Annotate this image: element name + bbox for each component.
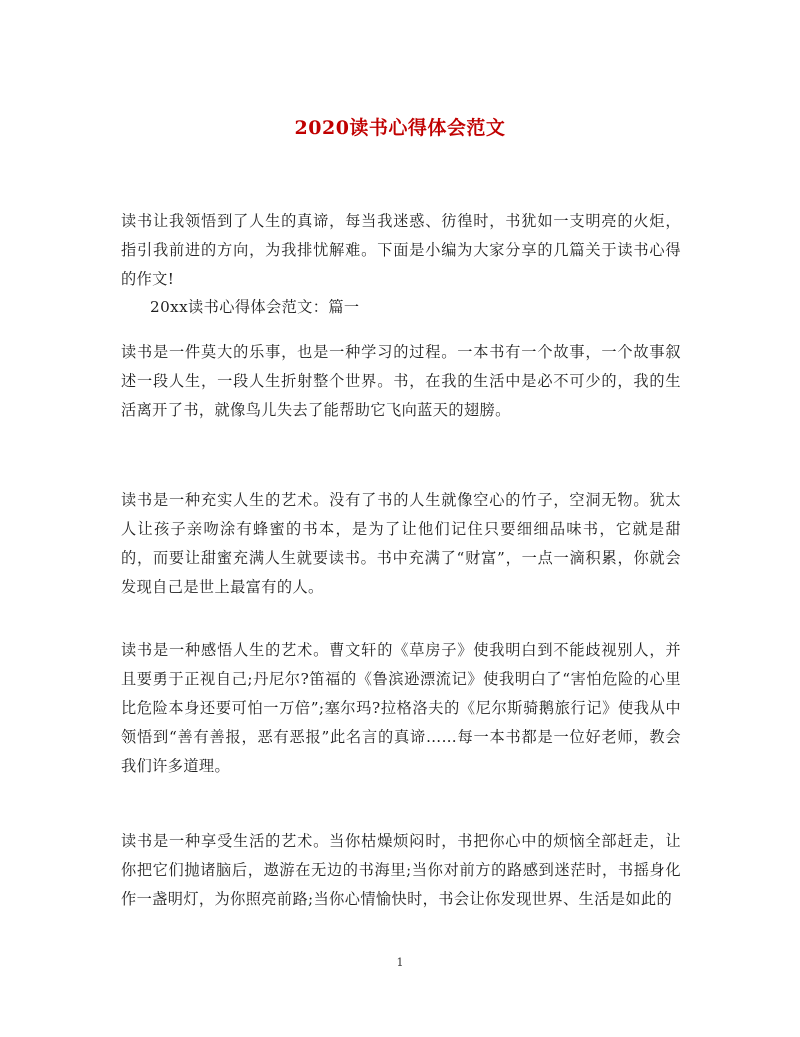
- page-number: 1: [396, 956, 404, 969]
- intro-paragraph: 读书让我领悟到了人生的真谛，每当我迷惑、彷徨时，书犹如一支明亮的火炬，指引我前进的方向，为我排忧解难。下面是小编为大家分享的几篇关于读书心得的作文!: [121, 212, 681, 288]
- body-paragraph-1: 读书是一件莫大的乐事，也是一种学习的过程。一本书有一个故事，一个故事叙述一段人生，一段人生折射整个世界。书，在我的生活中是必不可少的，我的生活离开了书，就像鸟儿失去了能帮助它飞向蓝天的翅膀。: [121, 343, 681, 419]
- body-paragraph-4: 读书是一种享受生活的艺术。当你枯燥烦闷时，书把你心中的烦恼全部赶走，让你把它们抛诸脑后，遨游在无边的书海里;当你对前方的路感到迷茫时，书摇身化作一盏明灯，为你照亮前路;当你心情愉快时，书会让你发现世界、生活是如此的: [121, 832, 681, 908]
- body-paragraph-2: 读书是一种充实人生的艺术。没有了书的人生就像空心的竹子，空洞无物。犹太人让孩子亲吻涂有蜂蜜的书本，是为了让他们记住只要细细品味书，它就是甜的，而要让甜蜜充满人生就要读书。书中充满了“财富”，一点一滴积累，你就会发现自己是世上最富有的人。: [121, 491, 681, 596]
- section-heading: 20xx读书心得体会范文：篇一: [150, 298, 360, 316]
- body-paragraph-3: 读书是一种感悟人生的艺术。曹文轩的《草房子》使我明白到不能歧视别人，并且要勇于正视自己;丹尼尔?笛福的《鲁滨逊漂流记》使我明白了“害怕危险的心里比危险本身还要可怕一万倍”;塞尔玛?拉格洛夫的《尼尔斯骑鹅旅行记》使我从中领悟到“善有善报，恶有恶报”此名言的真谛……每一本书都是一位好老师，教会我们许多道理。: [121, 641, 681, 775]
- document-title: 2020读书心得体会范文: [294, 117, 506, 139]
